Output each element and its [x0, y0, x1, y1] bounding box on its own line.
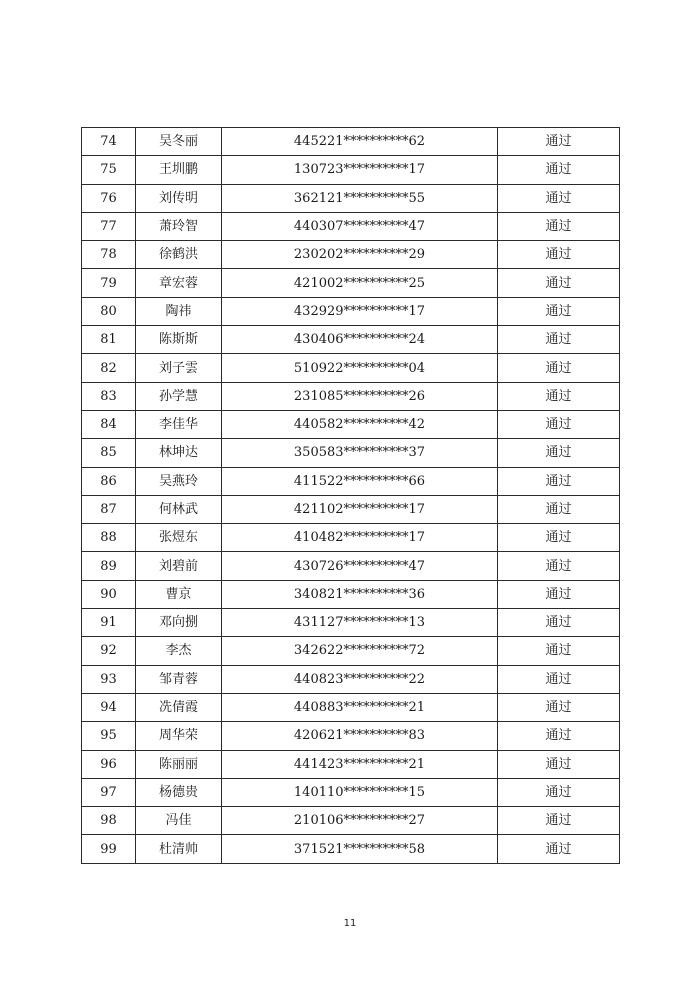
row-number-cell: 77	[82, 212, 136, 240]
name-cell: 杜清帅	[136, 835, 222, 863]
result-cell: 通过	[498, 297, 620, 325]
result-cell: 通过	[498, 128, 620, 156]
result-cell: 通过	[498, 241, 620, 269]
page-number: 11	[343, 918, 357, 929]
row-number-cell: 94	[82, 693, 136, 721]
row-number-cell: 90	[82, 580, 136, 608]
result-cell: 通过	[498, 524, 620, 552]
table-row	[82, 184, 620, 212]
name-cell: 杨德贵	[136, 778, 222, 806]
id-number-cell: 430406**********24	[222, 326, 498, 354]
table-row	[82, 326, 620, 354]
row-number-cell: 89	[82, 552, 136, 580]
result-cell: 通过	[498, 184, 620, 212]
id-number-cell: 421102**********17	[222, 495, 498, 523]
id-number-cell: 340821**********36	[222, 580, 498, 608]
id-number-cell: 440883**********21	[222, 693, 498, 721]
name-cell: 徐鹤洪	[136, 241, 222, 269]
id-number-cell: 140110**********15	[222, 778, 498, 806]
row-number-cell: 95	[82, 722, 136, 750]
table-row	[82, 495, 620, 523]
row-number-cell: 96	[82, 750, 136, 778]
id-number-cell: 441423**********21	[222, 750, 498, 778]
id-number-cell: 350583**********37	[222, 439, 498, 467]
table-row	[82, 156, 620, 184]
name-cell: 邹青蓉	[136, 665, 222, 693]
id-number-cell: 421002**********25	[222, 269, 498, 297]
name-cell: 刘子雲	[136, 354, 222, 382]
name-cell: 周华荣	[136, 722, 222, 750]
row-number-cell: 80	[82, 297, 136, 325]
id-number-cell: 411522**********66	[222, 467, 498, 495]
row-number-cell: 93	[82, 665, 136, 693]
name-cell: 曹京	[136, 580, 222, 608]
result-cell: 通过	[498, 722, 620, 750]
name-cell: 孙学慧	[136, 382, 222, 410]
name-cell: 李佳华	[136, 410, 222, 438]
roster-table-body	[82, 128, 620, 864]
name-cell: 张煜东	[136, 524, 222, 552]
result-cell: 通过	[498, 609, 620, 637]
id-number-cell: 371521**********58	[222, 835, 498, 863]
result-cell: 通过	[498, 467, 620, 495]
id-number-cell: 440307**********47	[222, 212, 498, 240]
row-number-cell: 98	[82, 807, 136, 835]
name-cell: 冼倩霞	[136, 693, 222, 721]
row-number-cell: 79	[82, 269, 136, 297]
id-number-cell: 510922**********04	[222, 354, 498, 382]
table-row	[82, 580, 620, 608]
result-cell: 通过	[498, 495, 620, 523]
id-number-cell: 431127**********13	[222, 609, 498, 637]
table-row	[82, 410, 620, 438]
table-row	[82, 807, 620, 835]
id-number-cell: 230202**********29	[222, 241, 498, 269]
table-row	[82, 467, 620, 495]
row-number-cell: 92	[82, 637, 136, 665]
result-cell: 通过	[498, 552, 620, 580]
id-number-cell: 362121**********55	[222, 184, 498, 212]
result-cell: 通过	[498, 637, 620, 665]
result-cell: 通过	[498, 835, 620, 863]
name-cell: 何林武	[136, 495, 222, 523]
id-number-cell: 440823**********22	[222, 665, 498, 693]
result-cell: 通过	[498, 778, 620, 806]
row-number-cell: 97	[82, 778, 136, 806]
result-cell: 通过	[498, 326, 620, 354]
result-cell: 通过	[498, 580, 620, 608]
id-number-cell: 440582**********42	[222, 410, 498, 438]
result-cell: 通过	[498, 269, 620, 297]
name-cell: 邓向捌	[136, 609, 222, 637]
table-row	[82, 609, 620, 637]
row-number-cell: 84	[82, 410, 136, 438]
table-row	[82, 552, 620, 580]
name-cell: 吴燕玲	[136, 467, 222, 495]
row-number-cell: 99	[82, 835, 136, 863]
id-number-cell: 420621**********83	[222, 722, 498, 750]
name-cell: 林坤达	[136, 439, 222, 467]
name-cell: 吴冬丽	[136, 128, 222, 156]
row-number-cell: 74	[82, 128, 136, 156]
name-cell: 陈丽丽	[136, 750, 222, 778]
row-number-cell: 87	[82, 495, 136, 523]
result-cell: 通过	[498, 750, 620, 778]
table-row	[82, 835, 620, 863]
table-row	[82, 778, 620, 806]
result-cell: 通过	[498, 212, 620, 240]
id-number-cell: 231085**********26	[222, 382, 498, 410]
row-number-cell: 75	[82, 156, 136, 184]
result-cell: 通过	[498, 693, 620, 721]
table-row	[82, 297, 620, 325]
id-number-cell: 410482**********17	[222, 524, 498, 552]
table-row	[82, 722, 620, 750]
row-number-cell: 88	[82, 524, 136, 552]
id-number-cell: 342622**********72	[222, 637, 498, 665]
row-number-cell: 82	[82, 354, 136, 382]
name-cell: 陶祎	[136, 297, 222, 325]
row-number-cell: 83	[82, 382, 136, 410]
name-cell: 章宏蓉	[136, 269, 222, 297]
result-cell: 通过	[498, 382, 620, 410]
table-row	[82, 524, 620, 552]
id-number-cell: 210106**********27	[222, 807, 498, 835]
row-number-cell: 85	[82, 439, 136, 467]
name-cell: 李杰	[136, 637, 222, 665]
name-cell: 王圳鹏	[136, 156, 222, 184]
table-row	[82, 354, 620, 382]
id-number-cell: 430726**********47	[222, 552, 498, 580]
result-cell: 通过	[498, 354, 620, 382]
table-row	[82, 212, 620, 240]
result-cell: 通过	[498, 439, 620, 467]
table-row	[82, 382, 620, 410]
name-cell: 陈斯斯	[136, 326, 222, 354]
result-cell: 通过	[498, 156, 620, 184]
row-number-cell: 86	[82, 467, 136, 495]
name-cell: 冯佳	[136, 807, 222, 835]
table-row	[82, 128, 620, 156]
name-cell: 刘传明	[136, 184, 222, 212]
table-row	[82, 637, 620, 665]
result-cell: 通过	[498, 665, 620, 693]
id-number-cell: 432929**********17	[222, 297, 498, 325]
id-number-cell: 130723**********17	[222, 156, 498, 184]
row-number-cell: 78	[82, 241, 136, 269]
id-number-cell: 445221**********62	[222, 128, 498, 156]
table-row	[82, 693, 620, 721]
result-cell: 通过	[498, 410, 620, 438]
table-row	[82, 665, 620, 693]
row-number-cell: 81	[82, 326, 136, 354]
row-number-cell: 76	[82, 184, 136, 212]
name-cell: 刘碧前	[136, 552, 222, 580]
table-row	[82, 241, 620, 269]
result-cell: 通过	[498, 807, 620, 835]
table-row	[82, 269, 620, 297]
roster-table	[81, 127, 620, 864]
name-cell: 萧玲智	[136, 212, 222, 240]
table-row	[82, 750, 620, 778]
table-row	[82, 439, 620, 467]
row-number-cell: 91	[82, 609, 136, 637]
